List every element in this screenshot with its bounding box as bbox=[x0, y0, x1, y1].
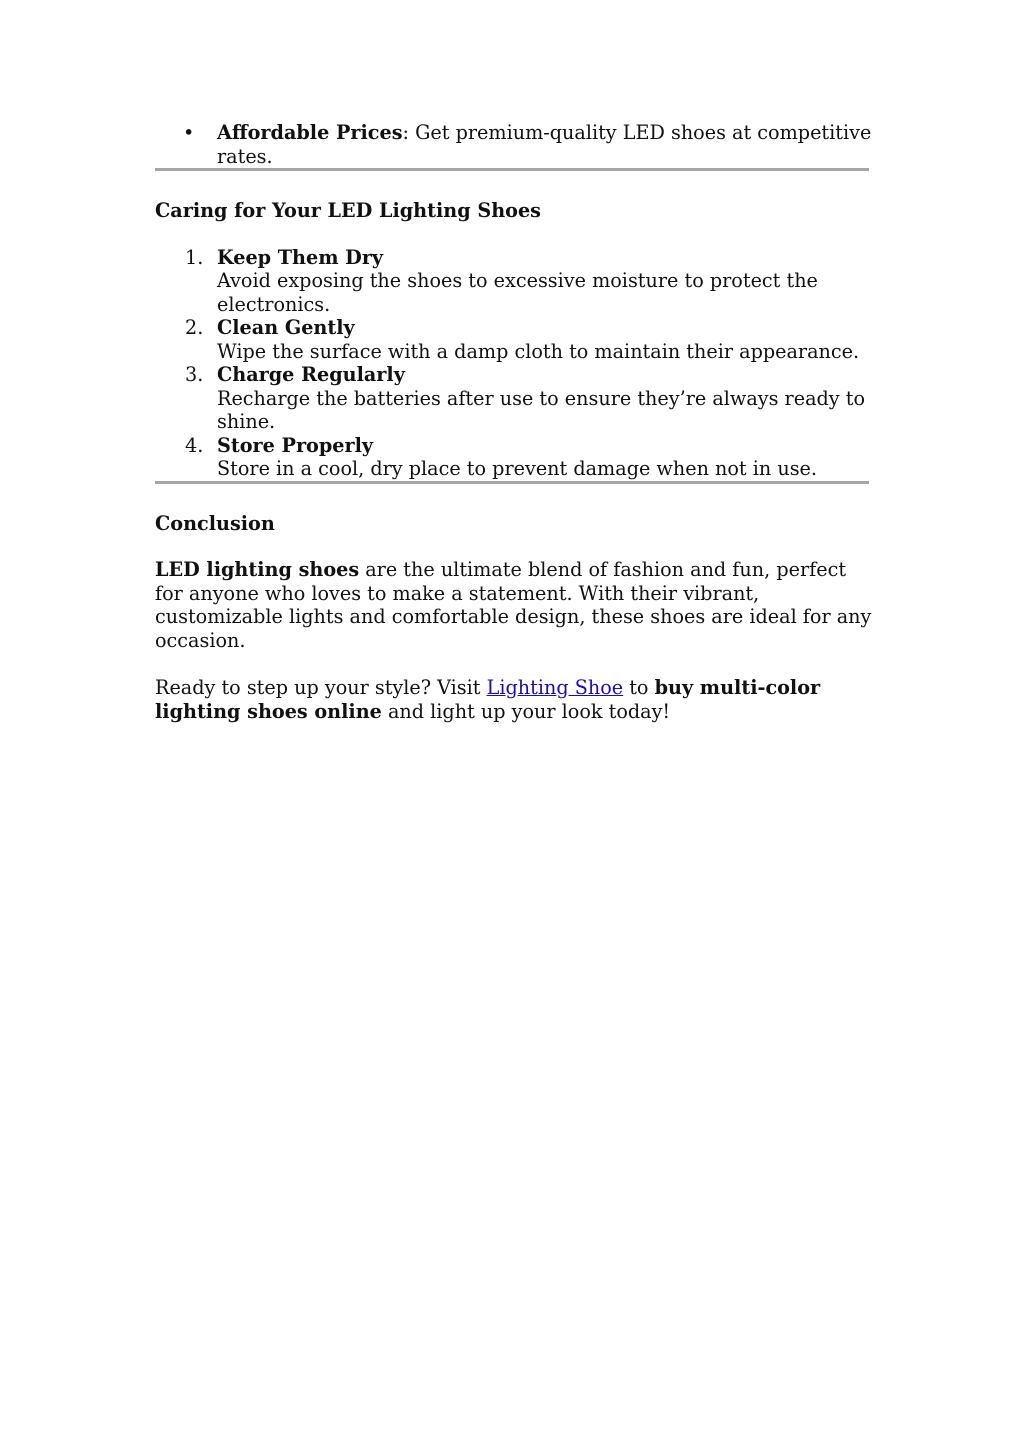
divider bbox=[155, 168, 869, 171]
list-item bbox=[155, 363, 873, 434]
list-number: 2. bbox=[185, 316, 204, 339]
list-item bbox=[155, 316, 873, 363]
bullet-affordable-prices bbox=[155, 121, 873, 168]
cta-bold: buy multi-color lighting shoes online bbox=[155, 676, 821, 723]
document-content bbox=[155, 121, 873, 723]
care-list bbox=[155, 246, 873, 481]
bullet-dot-icon: • bbox=[183, 121, 195, 144]
lighting-shoe-link[interactable]: Lighting Shoe bbox=[486, 676, 624, 699]
conclusion-paragraph bbox=[155, 558, 873, 652]
cta-suffix: and light up your look today! bbox=[381, 699, 671, 723]
list-number: 3. bbox=[185, 363, 204, 386]
list-number: 1. bbox=[185, 245, 204, 269]
list-item bbox=[155, 246, 873, 317]
conclusion-heading: Conclusion bbox=[155, 511, 275, 535]
list-item-text: Store in a cool, dry place to prevent damage when not in use. bbox=[217, 457, 817, 480]
conclusion-bold-lead: LED lighting shoes bbox=[155, 558, 360, 581]
list-item-title: Charge Regularly bbox=[217, 363, 405, 386]
list-item-title: Keep Them Dry bbox=[217, 245, 384, 269]
list-item-text: Wipe the surface with a damp cloth to maintain their appearance. bbox=[217, 339, 860, 363]
list-item-title: Clean Gently bbox=[217, 316, 355, 339]
list-item-text: Recharge the batteries after use to ensure they’re always ready to shine. bbox=[217, 386, 865, 433]
list-item-title: Store Properly bbox=[217, 433, 374, 457]
cta-prefix: Ready to step up your style? Visit bbox=[155, 676, 487, 699]
care-heading: Caring for Your LED Lighting Shoes bbox=[155, 199, 541, 222]
bullet-title: Affordable Prices bbox=[217, 121, 403, 144]
cta-paragraph bbox=[155, 676, 873, 723]
list-item-text: Avoid exposing the shoes to excessive moisture to protect the electronics. bbox=[217, 269, 818, 316]
bullet-text: : Get premium-quality LED shoes at competitive rates. bbox=[217, 121, 872, 168]
conclusion-text: are the ultimate blend of fashion and fun, perfect for anyone who loves to make a statement. With their vibrant, customizable lights and comfortable design, these shoes are ideal for any occasion. bbox=[155, 558, 872, 652]
cta-mid: to bbox=[623, 676, 655, 699]
list-number: 4. bbox=[185, 433, 204, 457]
list-item bbox=[155, 434, 873, 481]
divider bbox=[155, 481, 869, 484]
